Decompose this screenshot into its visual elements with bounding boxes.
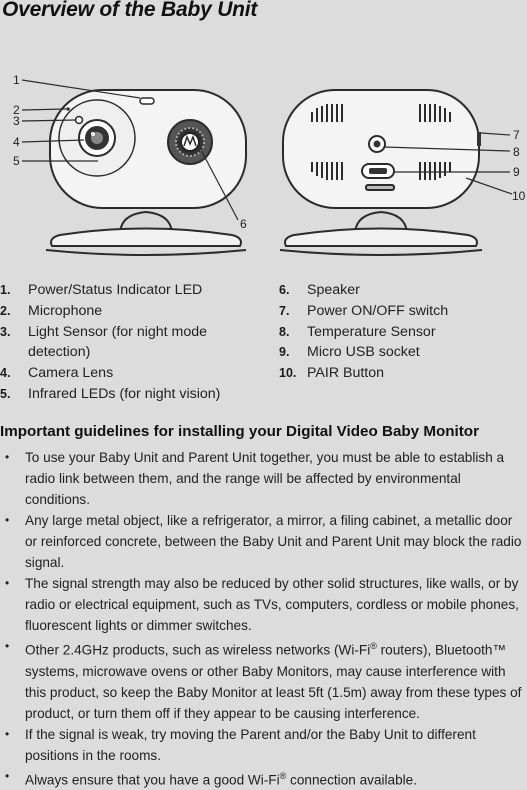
legend-label: Camera Lens [28,365,114,382]
guideline-text [25,636,527,724]
legend-number: 2. [0,303,11,318]
legend-right [279,280,527,384]
list-item [0,766,527,790]
guideline-text-part: Other 2.4GHz products, such as wireless networks (Wi-Fi [25,642,371,658]
guideline-text: Any large metal object, like a refrigerator, a mirror, a filing cabinet, a metallic door or reinforced concrete, between the Baby Unit and Parent Unit may block the radio signal. [25,513,522,570]
callout-5: 5 [13,154,20,168]
bullet-icon: • [5,639,10,653]
legend-left [0,280,250,405]
legend-label: Temperature Sensor [307,323,436,340]
legend-label: Light Sensor (for night mode detection) [28,323,208,361]
guideline-text-part: connection available. [286,772,418,788]
legend-item [279,280,527,301]
legend-item [0,322,250,364]
guideline-text-part: routers), Bluetooth™ systems, microwave ovens or other Baby Monitors, may cause interference with this product, so keep the Baby Monitor at least 5ft (1.5m) away from these types of product, or turn them off if they appear to be causing interference. [25,642,522,721]
legend-number: 9. [279,345,290,360]
callout-2: 2 [13,103,20,117]
registered-mark: ® [370,641,377,651]
legend-label: Micro USB socket [307,344,420,361]
legend-label: PAIR Button [307,365,385,382]
guideline-text: To use your Baby Unit and Parent Unit together, you must be able to establish a radio link between them, and the range will be affected by environmental conditions. [25,450,505,507]
guidelines-list [0,447,527,790]
legend-number: 6. [279,283,290,297]
callout-7: 7 [513,128,520,142]
legend-label: Infrared LEDs (for night vision) [28,385,221,402]
legend-item [0,363,250,384]
callout-3: 3 [13,114,20,128]
legend-number: 10. [279,366,297,381]
callout-10: 10 [512,189,526,203]
bullet-icon: • [5,576,10,590]
legend-label: Microphone [28,302,103,319]
list-item [0,724,527,766]
guidelines-heading: Important guidelines for installing your Digital Video Baby Monitor [0,423,479,440]
list-item [0,447,527,510]
list-item [0,510,527,573]
legend-item [0,280,250,301]
list-item [0,573,527,636]
legend-label: Power ON/OFF switch [307,302,449,319]
bullet-icon: • [5,768,10,783]
legend-item [0,384,250,405]
legend-number: 3. [0,324,11,339]
callout-6: 6 [240,217,247,231]
callout-8: 8 [513,145,520,159]
registered-mark: ® [279,770,287,781]
bullet-icon: • [5,726,10,741]
front-unit-illustration [46,90,246,255]
legend-number: 5. [0,386,11,401]
callout-9: 9 [513,165,520,179]
legend-number: 4. [0,366,11,381]
page-title: Overview of the Baby Unit [2,0,258,21]
legend-number: 1. [0,283,11,297]
callout-1: 1 [13,73,20,87]
bullet-icon: • [5,450,10,464]
legend-label: Speaker [307,282,360,298]
legend-item [279,322,527,343]
guideline-text: If the signal is weak, try moving the Parent and/or the Baby Unit to different positions in the rooms. [25,726,476,763]
legend-item [0,301,250,322]
legend-item [279,342,527,363]
guideline-text [25,766,527,790]
callout-4: 4 [13,135,20,149]
legend-label: Power/Status Indicator LED [28,282,203,298]
guideline-text-part: Always ensure that you have a good Wi-Fi [25,772,280,788]
legend-item [279,301,527,322]
guideline-text: The signal strength may also be reduced by other solid structures, like walls, or by radio or electrical equipment, such as TVs, computers, cordless or mobile phones, fluorescent lights or dimmer switches. [25,576,519,633]
bullet-icon: • [5,513,10,527]
legend-number: 8. [279,324,290,339]
legend-number: 7. [279,303,290,318]
baby-unit-diagram [0,62,527,280]
legend-item [279,363,527,384]
list-item [0,636,527,724]
